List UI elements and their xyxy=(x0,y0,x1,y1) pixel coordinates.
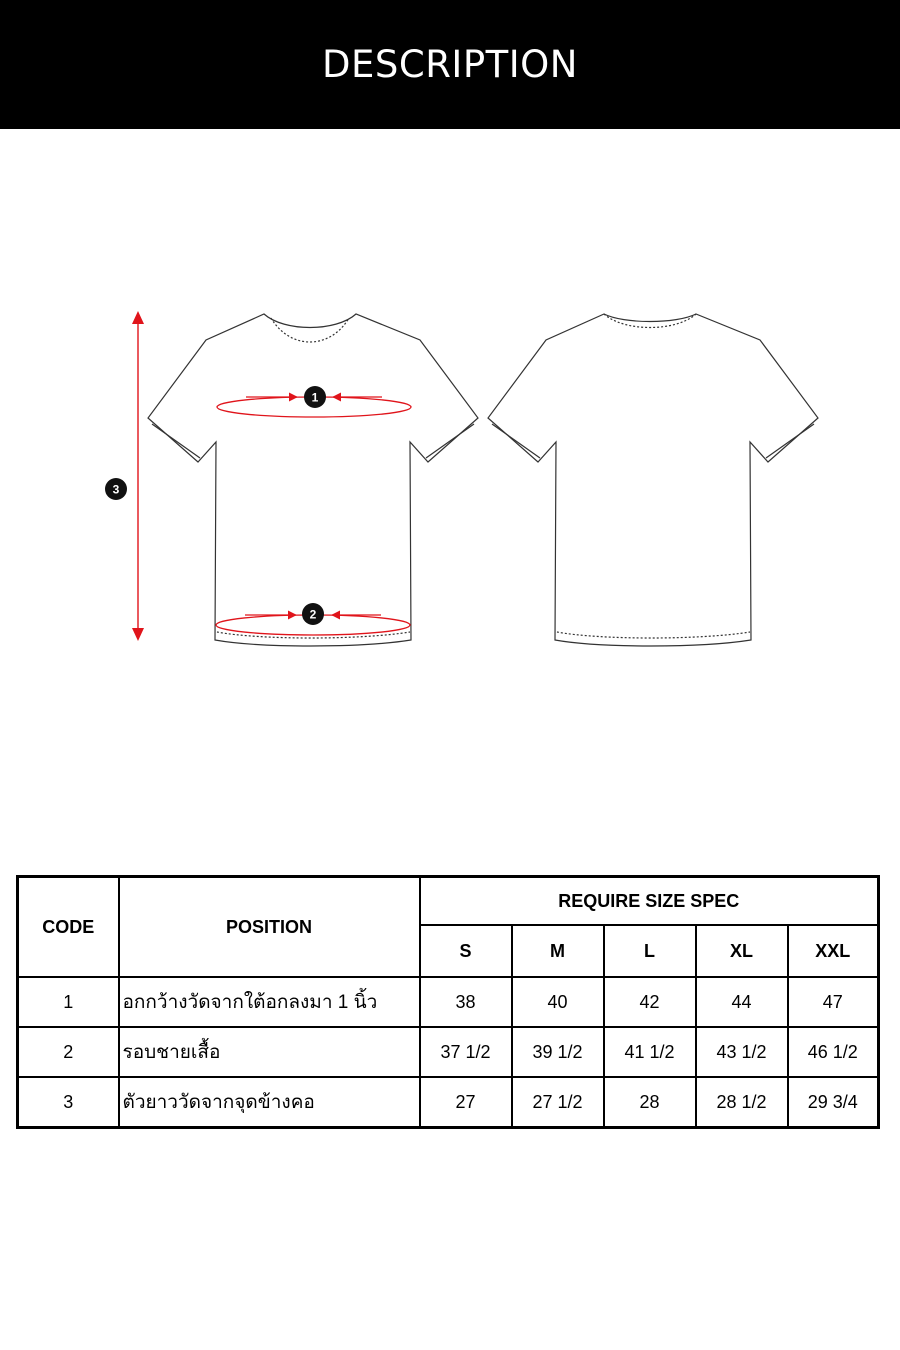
marker-3-label: 3 xyxy=(112,482,120,497)
row-value-s: 27 xyxy=(420,1077,512,1128)
table-row xyxy=(18,1077,879,1128)
tshirt-diagram xyxy=(0,290,900,670)
row-value-s: 38 xyxy=(420,977,512,1027)
row-value-xl: 43 1/2 xyxy=(696,1027,788,1077)
size-header-xl: XL xyxy=(696,925,788,977)
row-position: ตัวยาววัดจากจุดข้างคอ xyxy=(119,1077,420,1128)
row-value-xxl: 47 xyxy=(788,977,879,1027)
table-row xyxy=(18,977,879,1027)
table-row xyxy=(18,1027,879,1077)
row-value-l: 28 xyxy=(604,1077,696,1128)
size-header-m: M xyxy=(512,925,604,977)
row-value-l: 42 xyxy=(604,977,696,1027)
size-header-xxl: XXL xyxy=(788,925,879,977)
row-value-xxl: 29 3/4 xyxy=(788,1077,879,1128)
row-value-l: 41 1/2 xyxy=(604,1027,696,1077)
row-position: อกกว้างวัดจากใต้อกลงมา 1 นิ้ว xyxy=(119,977,420,1027)
length-measure xyxy=(105,311,144,641)
header-bar xyxy=(0,0,900,129)
row-value-m: 27 1/2 xyxy=(512,1077,604,1128)
front-tshirt xyxy=(148,314,478,646)
row-value-s: 37 1/2 xyxy=(420,1027,512,1077)
size-spec-header: REQUIRE SIZE SPEC xyxy=(420,877,879,926)
back-tshirt xyxy=(488,314,818,646)
row-code: 2 xyxy=(18,1027,119,1077)
row-value-xl: 44 xyxy=(696,977,788,1027)
row-value-xl: 28 1/2 xyxy=(696,1077,788,1128)
row-value-m: 40 xyxy=(512,977,604,1027)
row-value-xxl: 46 1/2 xyxy=(788,1027,879,1077)
marker-2-label: 2 xyxy=(309,607,317,622)
code-header: CODE xyxy=(18,877,119,978)
position-header: POSITION xyxy=(119,877,420,978)
size-header-s: S xyxy=(420,925,512,977)
size-header-l: L xyxy=(604,925,696,977)
row-value-m: 39 1/2 xyxy=(512,1027,604,1077)
row-code: 3 xyxy=(18,1077,119,1128)
row-position: รอบชายเสื้อ xyxy=(119,1027,420,1077)
marker-1-label: 1 xyxy=(311,390,319,405)
size-chart-table xyxy=(16,875,880,1129)
page-title: DESCRIPTION xyxy=(322,43,578,86)
row-code: 1 xyxy=(18,977,119,1027)
